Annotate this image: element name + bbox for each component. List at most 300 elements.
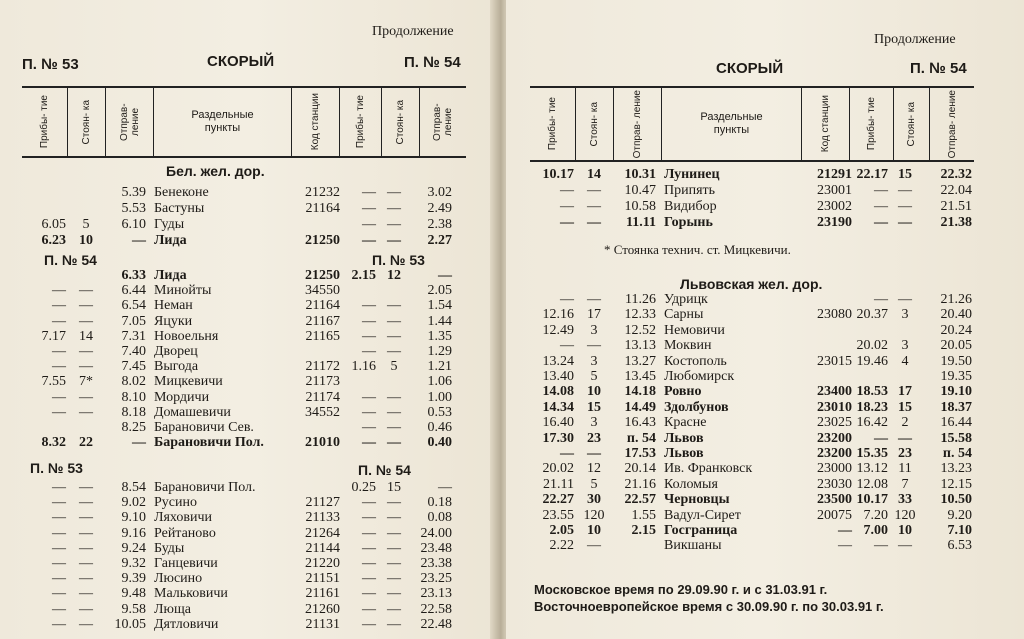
cell-a2: — xyxy=(362,298,376,314)
cell-a1: 2.22 xyxy=(549,538,574,554)
cell-code: 23002 xyxy=(817,199,852,214)
cell-code: 23200 xyxy=(817,430,852,446)
cell-d1: п. 54 xyxy=(626,430,656,446)
cell-st: Мальковичи xyxy=(154,586,228,602)
header-station-code: Код станции xyxy=(292,88,340,156)
cell-s2: — xyxy=(387,586,401,602)
cell-s1: 10 xyxy=(587,523,601,538)
cell-a2: — xyxy=(362,525,376,541)
cell-s1: — xyxy=(79,525,93,541)
cell-d1: 5.39 xyxy=(121,185,146,200)
cell-code: 21220 xyxy=(305,556,340,571)
cell-d2: 22.32 xyxy=(940,167,972,182)
cell-d2: 2.05 xyxy=(427,283,452,299)
section-heading-lviv: Львовская жел. дор. xyxy=(680,276,823,292)
section-heading-bel: Бел. жел. дор. xyxy=(166,163,265,179)
cell-d1: 1.55 xyxy=(631,507,656,523)
cell-a2: — xyxy=(362,185,376,200)
table-row xyxy=(0,526,498,542)
cell-code: — xyxy=(838,538,852,554)
cell-st: Припять xyxy=(664,183,716,198)
cell-st: Ганцевичи xyxy=(154,556,218,571)
cell-st: Викшаны xyxy=(664,538,722,554)
cell-d2: 12.15 xyxy=(940,476,972,492)
cell-a1: — xyxy=(52,586,66,602)
page-title: СКОРЫЙ xyxy=(207,53,275,70)
cell-a1: — xyxy=(560,215,574,230)
cell-d2: 1.35 xyxy=(427,328,452,344)
cell-st: Домашевичи xyxy=(154,404,231,420)
cell-s1: — xyxy=(79,586,93,602)
cell-s1: 120 xyxy=(583,507,605,523)
cell-st: Барановичи Сев. xyxy=(154,420,254,435)
cell-code: 21291 xyxy=(817,167,852,182)
cell-code: 21250 xyxy=(305,268,340,283)
cell-s2: — xyxy=(387,298,401,314)
cell-st: Неман xyxy=(154,298,193,314)
table-row xyxy=(506,369,1024,385)
cell-a2: 20.02 xyxy=(856,338,888,354)
table-row xyxy=(506,338,1024,354)
cell-st: Львов xyxy=(664,430,704,446)
cell-s2: 10 xyxy=(898,523,912,538)
cell-s2: 23 xyxy=(898,446,912,461)
cell-st: Госграница xyxy=(664,523,738,538)
cell-d2: 23.13 xyxy=(420,586,452,602)
table-row xyxy=(506,307,1024,323)
cell-s1: — xyxy=(79,601,93,617)
cell-s2: 120 xyxy=(894,507,916,523)
cell-d2: 22.04 xyxy=(940,183,972,198)
cell-st: Видибор xyxy=(664,199,717,214)
cell-s1: 17 xyxy=(587,307,601,323)
cell-d1: 10.47 xyxy=(624,183,656,198)
table-row xyxy=(0,390,498,406)
cell-s2: 7 xyxy=(901,476,909,492)
header-arrival-r: Прибы- тие xyxy=(530,88,576,160)
cell-a2: — xyxy=(874,199,888,214)
cell-a2: — xyxy=(362,201,376,216)
cell-st: Ровно xyxy=(664,384,702,400)
cell-a1: 17.30 xyxy=(542,430,574,446)
cell-code: 23010 xyxy=(817,399,852,415)
cell-code: 21250 xyxy=(305,233,340,248)
cell-d1: 7.45 xyxy=(121,359,146,375)
table-row xyxy=(0,185,498,201)
cell-s1: — xyxy=(587,199,601,214)
cell-a2: — xyxy=(874,538,888,554)
cell-d2: 0.18 xyxy=(427,495,452,511)
cell-a2: — xyxy=(362,540,376,556)
cell-st: Русино xyxy=(154,495,197,511)
cell-a1: 20.02 xyxy=(542,461,574,477)
cell-d1: 13.13 xyxy=(624,338,656,354)
cell-s2: — xyxy=(387,601,401,617)
cell-d1: 9.32 xyxy=(121,556,146,571)
cell-s2: — xyxy=(898,183,912,198)
cell-st: Люща xyxy=(154,601,191,617)
cell-s2: — xyxy=(387,420,401,435)
cell-a2: 2.15 xyxy=(351,268,376,283)
cell-s1: 5 xyxy=(590,476,598,492)
cell-d2: 9.20 xyxy=(947,507,972,523)
header-departure-r: Отправ- ление xyxy=(614,88,662,160)
cell-s2: — xyxy=(387,313,401,329)
cell-s1: 15 xyxy=(587,399,601,415)
cell-d2: 1.21 xyxy=(427,359,452,375)
cell-d2: 15.58 xyxy=(940,430,972,446)
cell-d1: 9.58 xyxy=(121,601,146,617)
cell-a1: — xyxy=(560,338,574,354)
cell-s1: 23 xyxy=(587,430,601,446)
cell-a2: — xyxy=(362,344,376,359)
cell-code: 21232 xyxy=(305,185,340,200)
cell-d1: 12.33 xyxy=(624,307,656,323)
table-row xyxy=(506,415,1024,431)
cell-s2: 11 xyxy=(898,461,912,477)
cell-d1: 14.49 xyxy=(624,399,656,415)
train-number-mid2-left: П. № 53 xyxy=(30,460,83,476)
cell-code: 23400 xyxy=(817,384,852,400)
cell-d2: 0.08 xyxy=(427,510,452,526)
cell-st: Моквин xyxy=(664,338,712,354)
cell-s1: — xyxy=(79,495,93,511)
cell-s1: — xyxy=(79,480,93,495)
cell-st: Дворец xyxy=(154,344,198,359)
table-row xyxy=(0,510,498,526)
footer-moscow-time: Московское время по 29.09.90 г. и с 31.03.91 г. xyxy=(534,582,828,597)
cell-d1: 8.18 xyxy=(121,404,146,420)
table-row xyxy=(0,283,498,299)
table-row xyxy=(0,233,498,249)
table-row xyxy=(506,167,1024,183)
table-header xyxy=(22,86,466,158)
cell-d1: 8.54 xyxy=(121,480,146,495)
cell-d2: 2.38 xyxy=(427,217,452,232)
cell-s2: — xyxy=(898,430,912,446)
cell-s1: 10 xyxy=(79,233,93,248)
cell-a2: — xyxy=(874,183,888,198)
cell-s1: — xyxy=(79,510,93,526)
table-row xyxy=(0,617,498,633)
cell-st: Дятловичи xyxy=(154,616,219,632)
cell-a2: — xyxy=(874,292,888,307)
cell-d1: 7.31 xyxy=(121,328,146,344)
table-row xyxy=(506,446,1024,462)
train-number-mid-left: П. № 54 xyxy=(44,252,97,268)
table-row xyxy=(0,495,498,511)
cell-s2: — xyxy=(898,215,912,230)
cell-a2: 0.25 xyxy=(351,480,376,495)
cell-code: 23001 xyxy=(817,183,852,198)
table-row xyxy=(506,461,1024,477)
table-row xyxy=(0,298,498,314)
cell-d1: 8.02 xyxy=(121,374,146,390)
cell-code: 23080 xyxy=(817,307,852,323)
cell-st: Бенеконе xyxy=(154,185,209,200)
cell-s2: 15 xyxy=(898,399,912,415)
cell-st: Ляховичи xyxy=(154,510,213,526)
cell-a2: 16.42 xyxy=(856,415,888,431)
cell-a2: 22.17 xyxy=(856,167,888,182)
footer-east-europe-time: Восточноевропейское время с 30.09.90 г. по 30.03.91 г. xyxy=(534,599,884,614)
left-page xyxy=(0,0,498,639)
header-stop-2: Стоян- ка xyxy=(382,88,420,156)
cell-s2: 15 xyxy=(898,167,912,182)
train-number-right-page: П. № 54 xyxy=(910,60,967,77)
cell-d2: 22.58 xyxy=(420,601,452,617)
cell-code: 23030 xyxy=(817,476,852,492)
cell-d2: 2.27 xyxy=(427,233,452,248)
cell-d1: 9.02 xyxy=(121,495,146,511)
cell-d1: 10.05 xyxy=(114,616,146,632)
cell-s2: 4 xyxy=(901,353,909,369)
cell-st: Здолбунов xyxy=(664,399,729,415)
table-row xyxy=(0,602,498,618)
cell-code: 21165 xyxy=(305,328,340,344)
cell-d1: 11.11 xyxy=(626,215,656,230)
table-row xyxy=(0,201,498,217)
table-row xyxy=(506,538,1024,554)
cell-st: Мицкевичи xyxy=(154,374,223,390)
cell-a2: — xyxy=(362,435,376,451)
cell-st: Выгода xyxy=(154,359,199,375)
cell-a2: — xyxy=(362,616,376,632)
cell-a1: — xyxy=(560,446,574,461)
cell-d2: 0.40 xyxy=(427,435,452,451)
cell-d1: 6.33 xyxy=(121,268,146,283)
cell-d2: 16.44 xyxy=(940,415,972,431)
cell-code: 23000 xyxy=(817,461,852,477)
cell-a2: 19.46 xyxy=(856,353,888,369)
cell-s2: 33 xyxy=(898,492,912,508)
table-row xyxy=(0,480,498,496)
cell-st: Лида xyxy=(154,268,187,283)
cell-s2: — xyxy=(387,185,401,200)
cell-a1: 12.49 xyxy=(542,322,574,338)
cell-a2: — xyxy=(362,495,376,511)
header-stop-2-r: Стоян- ка xyxy=(894,88,930,160)
cell-s1: — xyxy=(587,338,601,354)
cell-a1: — xyxy=(52,404,66,420)
cell-code: 21161 xyxy=(305,586,340,602)
cell-a2: 13.12 xyxy=(856,461,888,477)
cell-a1: — xyxy=(560,199,574,214)
table-row xyxy=(0,268,498,284)
cell-a1: — xyxy=(52,556,66,571)
cell-st: Львов xyxy=(664,446,704,461)
cell-a1: — xyxy=(52,525,66,541)
cell-st: Ив. Франковск xyxy=(664,461,753,477)
cell-st: Сарны xyxy=(664,307,704,323)
cell-s2: — xyxy=(387,344,401,359)
cell-a1: 2.05 xyxy=(549,523,574,538)
cell-d2: п. 54 xyxy=(942,446,972,461)
cell-s1: 3 xyxy=(590,415,598,431)
cell-d1: 7.40 xyxy=(121,344,146,359)
table-row xyxy=(0,359,498,375)
cell-d2: 21.26 xyxy=(940,292,972,307)
cell-d1: 6.54 xyxy=(121,298,146,314)
cell-s2: 5 xyxy=(390,359,398,375)
cell-d2: 19.10 xyxy=(940,384,972,400)
cell-a1: 8.32 xyxy=(41,435,66,451)
cell-a1: 16.40 xyxy=(542,415,574,431)
cell-code: 20075 xyxy=(817,507,852,523)
cell-a2: 18.53 xyxy=(856,384,888,400)
cell-s1: — xyxy=(587,538,601,554)
cell-a2: — xyxy=(362,389,376,405)
continuation-label-right: Продолжение xyxy=(874,32,956,47)
cell-s2: — xyxy=(387,201,401,216)
train-number-mid2-right: П. № 54 xyxy=(358,462,411,478)
table-row xyxy=(506,215,1024,231)
cell-s1: — xyxy=(79,556,93,571)
cell-s2: — xyxy=(387,616,401,632)
cell-st: Удрицк xyxy=(664,292,708,307)
cell-a2: 15.35 xyxy=(856,446,888,461)
cell-s1: 5 xyxy=(82,217,90,232)
cell-a2: 18.23 xyxy=(856,399,888,415)
cell-a2: 20.37 xyxy=(856,307,888,323)
cell-st: Коломыя xyxy=(664,476,718,492)
header-arrival-2-r: Прибы- тие xyxy=(850,88,894,160)
cell-d1: 16.43 xyxy=(624,415,656,431)
cell-s2: — xyxy=(387,217,401,232)
cell-d2: — xyxy=(438,268,452,283)
cell-d1: 14.18 xyxy=(624,384,656,400)
cell-a1: — xyxy=(52,298,66,314)
cell-st: Рейтаново xyxy=(154,525,216,541)
cell-a2: — xyxy=(362,217,376,232)
continuation-label: Продолжение xyxy=(372,24,454,39)
cell-a2: — xyxy=(362,586,376,602)
cell-st: Немовичи xyxy=(664,322,725,338)
cell-code: 21131 xyxy=(305,616,340,632)
table-row xyxy=(0,556,498,572)
cell-s1: — xyxy=(79,313,93,329)
cell-s2: — xyxy=(387,435,401,451)
cell-st: Новоельня xyxy=(154,328,219,344)
cell-d1: 8.10 xyxy=(121,389,146,405)
cell-a2: — xyxy=(362,233,376,248)
cell-d1: 2.15 xyxy=(631,523,656,538)
cell-d2: 2.49 xyxy=(427,201,452,216)
table-row xyxy=(506,492,1024,508)
cell-a1: — xyxy=(52,495,66,511)
cell-st: Барановичи Пол. xyxy=(154,480,256,495)
cell-s2: — xyxy=(898,199,912,214)
cell-a1: — xyxy=(52,283,66,299)
table-row xyxy=(506,183,1024,199)
cell-d1: 9.10 xyxy=(121,510,146,526)
cell-d2: 21.51 xyxy=(940,199,972,214)
cell-s2: — xyxy=(387,525,401,541)
cell-code: 21133 xyxy=(305,510,340,526)
cell-st: Горынь xyxy=(664,215,713,230)
cell-d2: 18.37 xyxy=(940,399,972,415)
cell-a1: — xyxy=(52,601,66,617)
cell-code: 23200 xyxy=(817,446,852,461)
header-stations: Раздельные пункты xyxy=(154,88,292,156)
cell-a1: 21.11 xyxy=(543,476,574,492)
cell-s2: 17 xyxy=(898,384,912,400)
cell-s2: 12 xyxy=(387,268,401,283)
cell-code: 21172 xyxy=(305,359,340,375)
cell-st: Любомирск xyxy=(664,369,735,384)
cell-s1: 10 xyxy=(587,384,601,400)
cell-s2: 15 xyxy=(387,480,401,495)
cell-d2: 1.54 xyxy=(427,298,452,314)
cell-a1: 6.23 xyxy=(41,233,66,248)
cell-a1: 23.55 xyxy=(542,507,574,523)
cell-s1: 14 xyxy=(79,328,93,344)
table-row xyxy=(0,314,498,330)
table-row xyxy=(506,354,1024,370)
cell-st: Красне xyxy=(664,415,707,431)
cell-code: — xyxy=(838,523,852,538)
cell-s1: — xyxy=(587,446,601,461)
cell-st: Люсино xyxy=(154,571,203,587)
cell-a2: 10.17 xyxy=(856,492,888,508)
cell-a1: — xyxy=(52,540,66,556)
table-row xyxy=(0,374,498,390)
cell-code: 23025 xyxy=(817,415,852,431)
footnote: * Стоянка технич. ст. Мицкевичи. xyxy=(604,242,791,257)
cell-s1: 5 xyxy=(590,369,598,384)
cell-d1: 11.26 xyxy=(625,292,656,307)
cell-d1: 7.05 xyxy=(121,313,146,329)
cell-s1: 12 xyxy=(587,461,601,477)
cell-s1: — xyxy=(79,616,93,632)
cell-d2: 0.53 xyxy=(427,404,452,420)
cell-code: 21167 xyxy=(305,313,340,329)
cell-a2: — xyxy=(362,571,376,587)
header-station-code-r: Код станции xyxy=(802,88,850,160)
cell-a2: 7.20 xyxy=(863,507,888,523)
cell-code: 23190 xyxy=(817,215,852,230)
cell-a2: 7.00 xyxy=(863,523,888,538)
cell-code: 21174 xyxy=(305,389,340,405)
cell-s2: — xyxy=(387,389,401,405)
cell-a1: 7.55 xyxy=(41,374,66,390)
cell-a1: — xyxy=(52,359,66,375)
cell-s2: 3 xyxy=(901,338,909,354)
cell-d2: 0.46 xyxy=(427,420,452,435)
cell-s1: — xyxy=(79,540,93,556)
cell-a2: 12.08 xyxy=(856,476,888,492)
table-row xyxy=(0,420,498,436)
cell-d1: 6.10 xyxy=(121,217,146,232)
table-row xyxy=(506,508,1024,524)
cell-d2: 23.25 xyxy=(420,571,452,587)
cell-s1: — xyxy=(79,298,93,314)
cell-a1: — xyxy=(52,510,66,526)
cell-s2: — xyxy=(387,328,401,344)
header-stop: Стоян- ка xyxy=(68,88,106,156)
cell-code: 23015 xyxy=(817,353,852,369)
cell-d2: 6.53 xyxy=(947,538,972,554)
cell-d2: 10.50 xyxy=(940,492,972,508)
cell-a1: 10.17 xyxy=(542,167,574,182)
cell-a1: 14.08 xyxy=(542,384,574,400)
cell-s2: 2 xyxy=(901,415,909,431)
cell-s2: — xyxy=(387,571,401,587)
cell-code: 21164 xyxy=(305,201,340,216)
cell-a2: — xyxy=(874,215,888,230)
cell-a1: — xyxy=(52,571,66,587)
cell-a2: — xyxy=(362,420,376,435)
